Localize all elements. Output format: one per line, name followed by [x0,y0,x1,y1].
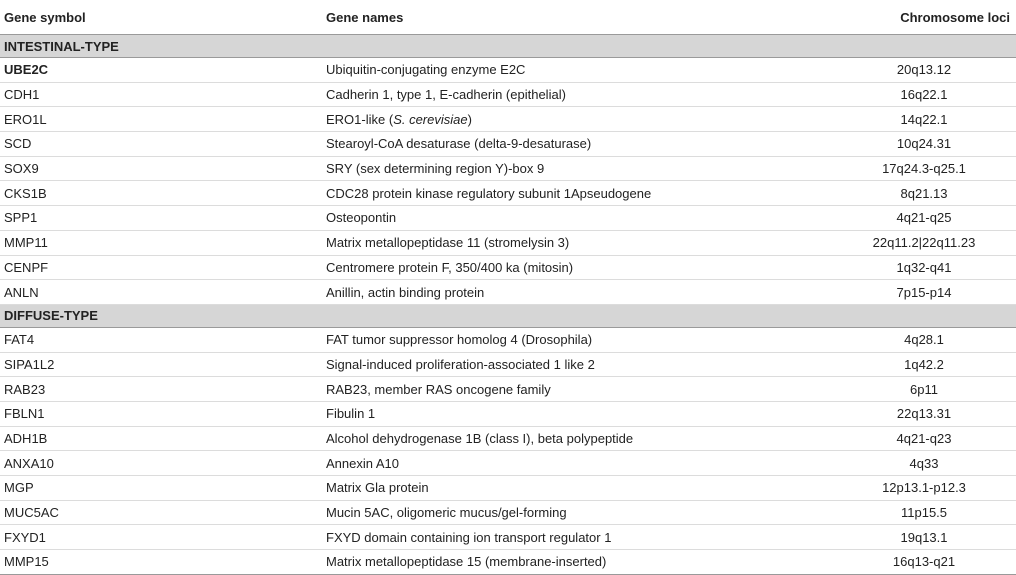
chromosome-loci-cell: 17q24.3-q25.1 [832,156,1016,181]
gene-name-cell: FXYD domain containing ion transport regulator 1 [322,525,832,550]
chromosome-loci-cell: 1q42.2 [832,352,1016,377]
gene-name-cell: CDC28 protein kinase regulatory subunit 1Apseudogene [322,181,832,206]
table-row [0,58,1016,83]
chromosome-loci-cell: 7p15-p14 [832,280,1016,305]
gene-symbol-cell: FAT4 [0,327,322,352]
table-row [0,451,1016,476]
table-row [0,82,1016,107]
gene-symbol-cell: CENPF [0,255,322,280]
gene-name-cell: Alcohol dehydrogenase 1B (class I), beta polypeptide [322,426,832,451]
table-row [0,550,1016,575]
table-header [0,0,1016,35]
gene-symbol-cell: ANLN [0,280,322,305]
header-gene-symbol: Gene symbol [0,0,322,35]
chromosome-loci-cell: 8q21.13 [832,181,1016,206]
gene-name-prefix: ERO1-like ( [326,111,394,127]
gene-name-cell: Annexin A10 [322,451,832,476]
gene-symbol-cell: MMP11 [0,230,322,255]
gene-symbol-cell: FXYD1 [0,525,322,550]
chromosome-loci-cell: 12p13.1-p12.3 [832,476,1016,501]
gene-name-cell: Fibulin 1 [322,401,832,426]
chromosome-loci-cell: 22q11.2|22q11.23 [832,230,1016,255]
gene-symbol-cell: MMP15 [0,550,322,575]
table-row [0,181,1016,206]
gene-name-cell: Osteopontin [322,206,832,231]
gene-name-cell: Matrix metallopeptidase 11 (stromelysin 3) [322,230,832,255]
chromosome-loci-cell: 4q21-q23 [832,426,1016,451]
section-row [0,304,1016,327]
table-row [0,327,1016,352]
table-row [0,156,1016,181]
gene-name-species: S. cerevisiae [393,111,468,127]
gene-symbol-cell: CKS1B [0,181,322,206]
gene-name-cell: Centromere protein F, 350/400 ka (mitosin) [322,255,832,280]
gene-name-cell: Anillin, actin binding protein [322,280,832,305]
gene-symbol-cell: SPP1 [0,206,322,231]
chromosome-loci-cell: 20q13.12 [832,58,1016,83]
chromosome-loci-cell: 16q13-q21 [832,550,1016,575]
section-title: INTESTINAL-TYPE [0,35,1016,58]
table-row [0,500,1016,525]
table-row [0,230,1016,255]
table-row [0,206,1016,231]
gene-name-cell: Ubiquitin-conjugating enzyme E2C [322,58,832,83]
gene-symbol-cell: MUC5AC [0,500,322,525]
chromosome-loci-cell: 16q22.1 [832,82,1016,107]
chromosome-loci-cell: 14q22.1 [832,107,1016,132]
gene-name-cell: FAT tumor suppressor homolog 4 (Drosophila) [322,327,832,352]
chromosome-loci-cell: 11p15.5 [832,500,1016,525]
gene-symbol-cell: UBE2C [0,58,322,83]
gene-name-cell: Mucin 5AC, oligomeric mucus/gel-forming [322,500,832,525]
gene-name-suffix: ) [467,111,472,127]
chromosome-loci-cell: 6p11 [832,377,1016,402]
chromosome-loci-cell: 22q13.31 [832,401,1016,426]
chromosome-loci-cell: 4q21-q25 [832,206,1016,231]
header-row [0,0,1016,35]
chromosome-loci-cell: 4q33 [832,451,1016,476]
gene-name-cell: Stearoyl-CoA desaturase (delta-9-desaturase) [322,132,832,157]
gene-symbol-cell: RAB23 [0,377,322,402]
gene-name-cell: SRY (sex determining region Y)-box 9 [322,156,832,181]
table-row [0,255,1016,280]
gene-symbol-cell: SIPA1L2 [0,352,322,377]
table-row [0,280,1016,305]
chromosome-loci-cell: 19q13.1 [832,525,1016,550]
gene-name-cell: Matrix Gla protein [322,476,832,501]
table-row [0,426,1016,451]
gene-name-cell: Signal-induced proliferation-associated 1 like 2 [322,352,832,377]
table-row [0,525,1016,550]
table-row [0,107,1016,132]
gene-name-cell [322,107,832,132]
table-row [0,352,1016,377]
gene-symbol-cell: SOX9 [0,156,322,181]
table-row [0,132,1016,157]
gene-symbol-cell: ANXA10 [0,451,322,476]
chromosome-loci-cell: 4q28.1 [832,327,1016,352]
chromosome-loci-cell: 1q32-q41 [832,255,1016,280]
gene-symbol-cell: CDH1 [0,82,322,107]
table-row [0,476,1016,501]
gene-symbol-cell: FBLN1 [0,401,322,426]
table-body [0,35,1016,575]
section-title: DIFFUSE-TYPE [0,304,1016,327]
gene-symbol-cell: MGP [0,476,322,501]
chromosome-loci-cell: 10q24.31 [832,132,1016,157]
gene-symbol-cell: SCD [0,132,322,157]
gene-symbol-cell: ADH1B [0,426,322,451]
header-chromosome-loci: Chromosome loci [832,0,1016,35]
gene-name-cell: Matrix metallopeptidase 15 (membrane-inserted) [322,550,832,575]
gene-name-cell: Cadherin 1, type 1, E-cadherin (epithelial) [322,82,832,107]
header-gene-names: Gene names [322,0,832,35]
table-row [0,401,1016,426]
gene-symbol-cell: ERO1L [0,107,322,132]
gene-name-cell: RAB23, member RAS oncogene family [322,377,832,402]
section-row [0,35,1016,58]
table-row [0,377,1016,402]
